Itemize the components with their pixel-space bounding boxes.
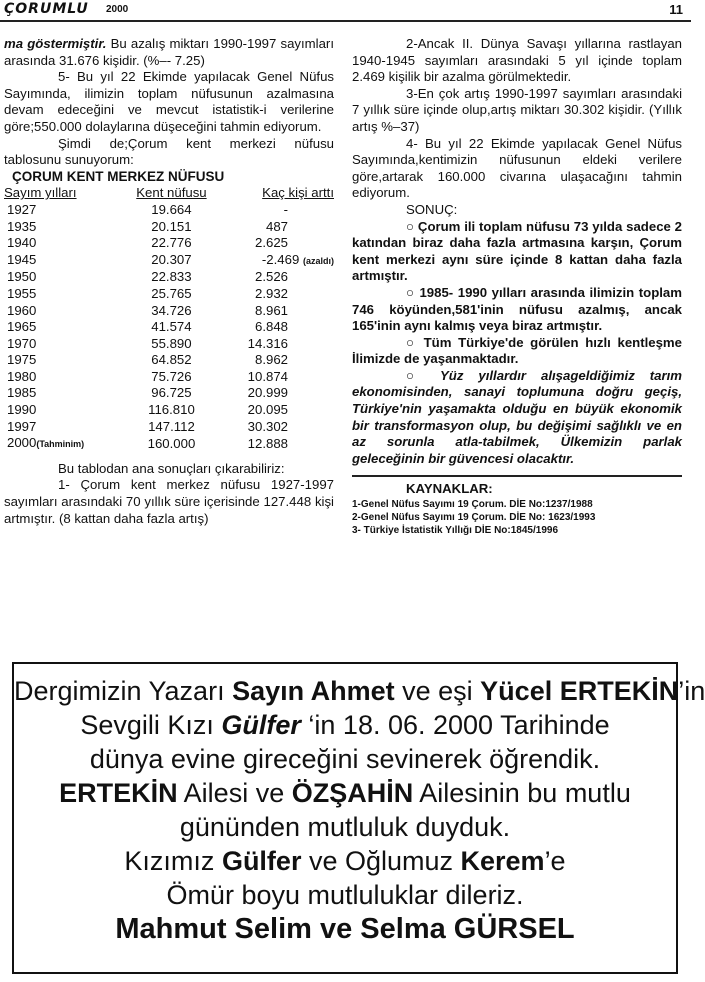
cell-population: 22.833 xyxy=(151,269,192,285)
paragraph-text: Bu azalış miktarı 1990-1997 sayımları arasında 31.676 kişidir. (%–- 7.25) xyxy=(4,36,334,68)
paragraph: 2-Ancak II. Dünya Savaşı yıllarına rastlayan 1940-1945 sayımları arasındaki 5 yıl içinde toplam 2.469 kişilik bir azalma görülmektedir. xyxy=(352,36,682,85)
table-title: ÇORUM KENT MERKEZ NÜFUSU xyxy=(12,168,225,184)
announcement-line xyxy=(14,776,676,810)
source-item: 3- Türkiye İstatistik Yıllığı DİE No:1845/1996 xyxy=(352,525,559,537)
table-row xyxy=(4,235,334,252)
table-row xyxy=(4,319,334,336)
table-row xyxy=(4,402,334,419)
table-row xyxy=(4,435,334,453)
paragraph: 3-En çok artış 1990-1997 sayımları arasındaki 7 yıllık süre içinde olup,artış miktarı 30.302 kişidir. (Yıllık artış %–37) xyxy=(352,85,682,134)
announcement-line: dünya evine gireceğini sevinerek öğrendik. xyxy=(89,744,601,774)
text: Dergimizin Yazarı xyxy=(14,676,233,706)
paragraph xyxy=(4,36,334,69)
cell-year: 1955 xyxy=(7,285,37,301)
divider xyxy=(352,475,682,477)
cell-increase xyxy=(226,269,334,286)
left-column xyxy=(4,36,334,527)
cell-increase xyxy=(226,435,334,453)
cell-increase xyxy=(226,319,334,336)
cell-population: 34.726 xyxy=(151,302,192,318)
name-text: Gülfer xyxy=(221,846,302,876)
table-row xyxy=(4,286,334,303)
cell-year: 1997 xyxy=(7,418,37,434)
name-text: ERTEKİN xyxy=(59,778,178,808)
text: Sevgili Kızı xyxy=(80,710,222,740)
text: Kızımız xyxy=(124,846,222,876)
name-text: Yücel ERTEKİN xyxy=(480,676,679,706)
increase-value: 14.316 xyxy=(247,335,288,351)
announcement-line: gününden mutluluk duyduk. xyxy=(179,812,511,842)
year-value: 2000 xyxy=(7,435,37,451)
table-row xyxy=(4,352,334,369)
cell-increase xyxy=(226,369,334,386)
announcement-line: Ömür boyu mutluluklar dileriz. xyxy=(166,880,524,910)
increase-value: 8.961 xyxy=(254,302,288,318)
header-year: Sayım yılları xyxy=(4,185,77,201)
cell-increase xyxy=(226,286,334,303)
name-text: ÖZŞAHİN xyxy=(291,778,414,808)
cell-year: 1965 xyxy=(7,319,37,335)
cell-year: 1985 xyxy=(7,385,37,401)
population-table xyxy=(4,185,334,453)
cell-increase xyxy=(226,303,334,320)
cell-population: 55.890 xyxy=(151,335,192,351)
table-row xyxy=(4,336,334,353)
table-header-row xyxy=(4,185,334,202)
cell-population: 147.112 xyxy=(148,418,195,434)
conclusion-item: ○ Yüz yıllardır alışageldiğimiz tarım ekonomisinden, sanayi toplumuna doğru geçiş, Türkiye'nin yaşamakta olduğu en büyük ekonomik bir transformasyon olup, bu değişimi sağlıklı ve en az sorunla atla-tabilmek, Ülkemizin parlak geleceğinin bir güvencesi olacaktır. xyxy=(352,367,682,466)
cell-year: 1975 xyxy=(7,352,37,368)
text: ‘in 18. 06. 2000 Tarihinde xyxy=(308,710,610,740)
cell-year: 1945 xyxy=(7,252,37,268)
cell-population: 160.000 xyxy=(147,435,196,451)
conclusion-item: ○ Tüm Türkiye'de görülen hızlı kentleşme İlimizde de yaşanmaktadır. xyxy=(352,334,682,367)
text: Ailesinin bu mutlu xyxy=(413,778,631,808)
cell-increase xyxy=(226,352,334,369)
paragraph: 1- Çorum kent merkez nüfusu 1927-1997 sayımları arasındaki 70 yıllık süre içerisinde 127.448 kişi artmıştır. (8 kattan daha fazla artış) xyxy=(4,477,334,526)
cell-population: 20.307 xyxy=(151,252,192,268)
conclusion-item: ○ Çorum ili toplam nüfusu 73 yılda sadece 2 katından biraz daha fazla artmasına karşın, Çorum kent merkezi aynı süre içinde 8 kattan daha fazla artmıştır. xyxy=(352,218,682,284)
cell-year: 1950 xyxy=(7,269,37,285)
increase-value: -2.469 xyxy=(261,251,300,267)
name-text: Gülfer xyxy=(221,710,309,740)
text: ve Oğlumuz xyxy=(301,846,461,876)
table-row xyxy=(4,369,334,386)
magazine-logo: ÇORUMLU xyxy=(4,1,89,17)
text: ve eşi xyxy=(394,676,481,706)
increase-value: - xyxy=(283,201,288,217)
increase-value: 20.095 xyxy=(247,402,288,418)
name-text: Kerem xyxy=(460,846,545,876)
table-row xyxy=(4,252,334,270)
header-increase: Kaç kişi arttı xyxy=(262,185,334,201)
cell-population: 20.151 xyxy=(151,218,192,234)
paragraph: 4- Bu yıl 22 Ekimde yapılacak Genel Nüfus Sayımında,kentimizin nüfusunun eldeki verilere göre,artarak 160.000 civarına ulaşacağını tahmin ediyorum. xyxy=(352,135,682,201)
table-row xyxy=(4,419,334,436)
cell-increase xyxy=(226,402,334,419)
cell-increase xyxy=(226,419,334,436)
announcement-signature: Mahmut Selim ve Selma GÜRSEL xyxy=(115,913,575,945)
estimate-note: (Tahminim) xyxy=(36,439,85,450)
issue-year: 2000 xyxy=(106,4,129,15)
table-row xyxy=(4,219,334,236)
source-item: 1-Genel Nüfus Sayımı 19 Çorum. DİE No:1237/1988 xyxy=(352,499,593,511)
announcement-line xyxy=(14,674,705,708)
cell-year: 1980 xyxy=(7,368,37,384)
increase-value: 487 xyxy=(265,218,288,234)
sources-heading: KAYNAKLAR: xyxy=(406,481,493,497)
right-column xyxy=(352,36,682,537)
table-row xyxy=(4,303,334,320)
increase-value: 30.302 xyxy=(247,418,288,434)
cell-population: 96.725 xyxy=(151,385,192,401)
cell-increase xyxy=(226,385,334,402)
table-row xyxy=(4,385,334,402)
cell-increase xyxy=(226,235,334,252)
conclusion-item: ○ 1985- 1990 yılları arasında ilimizin toplam 746 köyünden,581'inin nüfusu azalmış, ancak 165'inin aynı kalmış veya biraz artmıştır. xyxy=(352,284,682,334)
paragraph: Bu tablodan ana sonuçları çıkarabiliriz: xyxy=(58,460,285,476)
increase-value: 8.962 xyxy=(254,352,288,368)
table-row xyxy=(4,269,334,286)
cell-population: 19.664 xyxy=(151,201,192,217)
cell-year: 1970 xyxy=(7,335,37,351)
increase-value: 10.874 xyxy=(247,368,288,384)
cell-year: 1940 xyxy=(7,235,37,251)
cell-population: 25.765 xyxy=(151,285,192,301)
announcement-line xyxy=(14,844,676,878)
page-number: 11 xyxy=(669,2,683,17)
header-population: Kent nüfusu xyxy=(136,185,207,201)
cell-year: 1960 xyxy=(7,302,37,318)
cell-year: 1935 xyxy=(7,218,37,234)
page-header xyxy=(0,0,691,22)
increase-value: 6.848 xyxy=(254,319,288,335)
lead-text: ma göstermiştir. xyxy=(4,36,107,51)
cell-population: 116.810 xyxy=(148,402,195,418)
cell-increase xyxy=(226,202,334,219)
table-row xyxy=(4,202,334,219)
announcement-line xyxy=(14,708,676,742)
text: Ailesi ve xyxy=(177,778,292,808)
increase-value: 2.526 xyxy=(254,269,288,285)
cell-increase xyxy=(226,219,334,236)
text: ’in xyxy=(678,676,705,706)
cell-year xyxy=(4,435,117,453)
increase-value: 12.888 xyxy=(247,435,288,451)
increase-value: 2.625 xyxy=(254,235,288,251)
cell-year: 1927 xyxy=(7,201,37,217)
text: ’e xyxy=(544,846,566,876)
paragraph: 5- Bu yıl 22 Ekimde yapılacak Genel Nüfus Sayımında, ilimizin toplam nüfusunun azalmasına devam edeceğini ve mevcut istatistik-i verilerine göre;550.000 dolaylarına düşeceğini tahmin ediyorum. xyxy=(4,69,334,134)
increase-value: 20.999 xyxy=(247,385,288,401)
cell-year: 1990 xyxy=(7,402,37,418)
cell-population: 41.574 xyxy=(151,319,192,335)
congratulation-announcement xyxy=(12,662,705,974)
name-text: Sayın Ahmet xyxy=(232,676,395,706)
source-item: 2-Genel Nüfus Sayımı 19 Çorum. DİE No: 1623/1993 xyxy=(352,512,596,524)
paragraph: Şimdi de;Çorum kent merkezi nüfusu tablosunu sunuyorum: xyxy=(4,135,334,168)
section-heading: SONUÇ: xyxy=(406,201,458,217)
increase-value: 2.932 xyxy=(254,285,288,301)
cell-population: 64.852 xyxy=(151,352,192,368)
cell-increase xyxy=(226,336,334,353)
cell-population: 75.726 xyxy=(151,368,192,384)
decrease-note: (azaldı) xyxy=(302,255,334,266)
cell-increase xyxy=(226,252,334,270)
cell-population: 22.776 xyxy=(151,235,192,251)
